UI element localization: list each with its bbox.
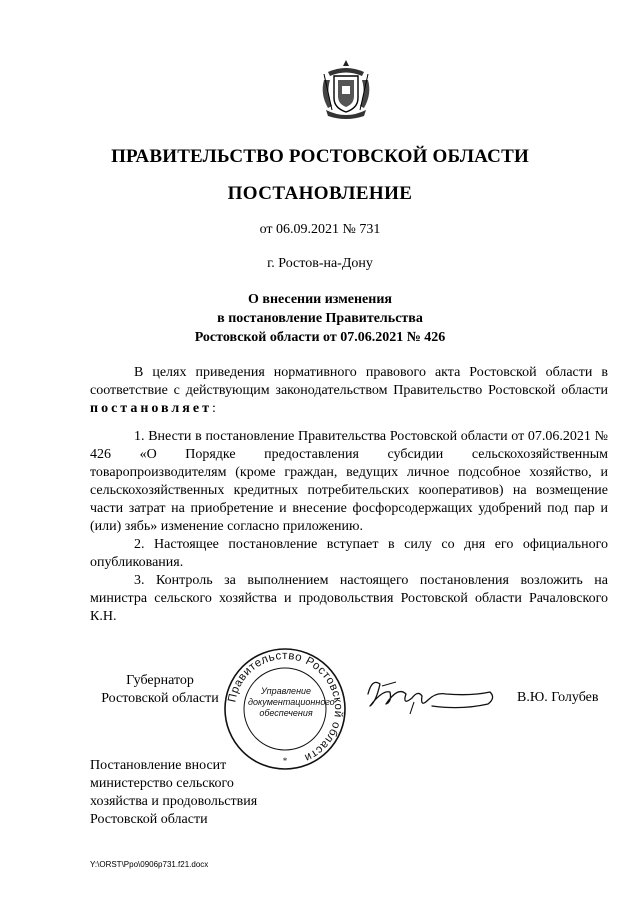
stamp-ring-text: Правительство Ростовской области <box>226 649 345 764</box>
stamp-center-line: документационного <box>248 697 335 707</box>
preamble <box>90 364 608 418</box>
government-title: ПРАВИТЕЛЬСТВО РОСТОВСКОЙ ОБЛАСТИ <box>111 146 529 167</box>
stamp-center-line: Управление <box>260 686 312 696</box>
introduced-by-line: Ростовской области <box>90 812 208 827</box>
decree-item: 1. Внести в постановление Правительства Ростовской области от 07.06.2021 № 426 «О Порядке предоставления субсидии сельскохозяйственным товаропроизводителям (кроме граждан, ведущих личное подсобное хозяйство, и сельскохозяйственных кредитных потребительских кооперативов) на возмещение части затрат на приобретение и внесение фосфорсодержащих удобрений под пар и (или) зябь» изменение согласно приложению. <box>90 429 608 534</box>
introduced-by-line: министерство сельского <box>90 776 234 791</box>
preamble-colon: : <box>211 401 216 416</box>
introduced-by-line: Постановление вносит <box>90 758 227 773</box>
coat-of-arms-icon <box>318 58 374 122</box>
decree-word: постановляет <box>90 401 212 416</box>
handwritten-signature <box>362 672 497 716</box>
document-date-number: от 06.09.2021 № 731 <box>259 222 381 237</box>
subject-line: Ростовской области от 07.06.2021 № 426 <box>194 330 446 345</box>
subject-line: О внесении изменения <box>248 292 392 307</box>
document-subject <box>0 290 640 347</box>
stamp-center-text <box>248 686 335 719</box>
file-path: Y:\ORST\Ppo\0906p731.f21.docx <box>90 860 209 869</box>
document-city: г. Ростов-на-Дону <box>267 256 373 271</box>
governor-title <box>90 672 230 708</box>
preamble-text: В целях приведения нормативного правового акта Ростовской области в соответствие с действующим законодательством Правительство Ростовской области <box>90 365 608 398</box>
stamp-center-line: обеспечения <box>259 708 313 718</box>
decree-item: 2. Настоящее постановление вступает в силу со дня его официального опубликования. <box>90 537 608 570</box>
introduced-by <box>90 757 310 829</box>
governor-title-line: Ростовской области <box>101 691 219 706</box>
governor-title-line: Губернатор <box>126 673 194 688</box>
document-type: ПОСТАНОВЛЕНИЕ <box>227 183 413 204</box>
introduced-by-line: хозяйства и продовольствия <box>90 794 258 809</box>
decree-items <box>90 428 608 626</box>
decree-item: 3. Контроль за выполнением настоящего постановления возложить на министра сельского хозяйства и продовольствия Ростовской области Рачаловского К.Н. <box>90 573 608 624</box>
subject-line: в постановление Правительства <box>217 311 423 326</box>
governor-name: В.Ю. Голубев <box>517 690 599 705</box>
svg-text:*: * <box>282 756 288 766</box>
